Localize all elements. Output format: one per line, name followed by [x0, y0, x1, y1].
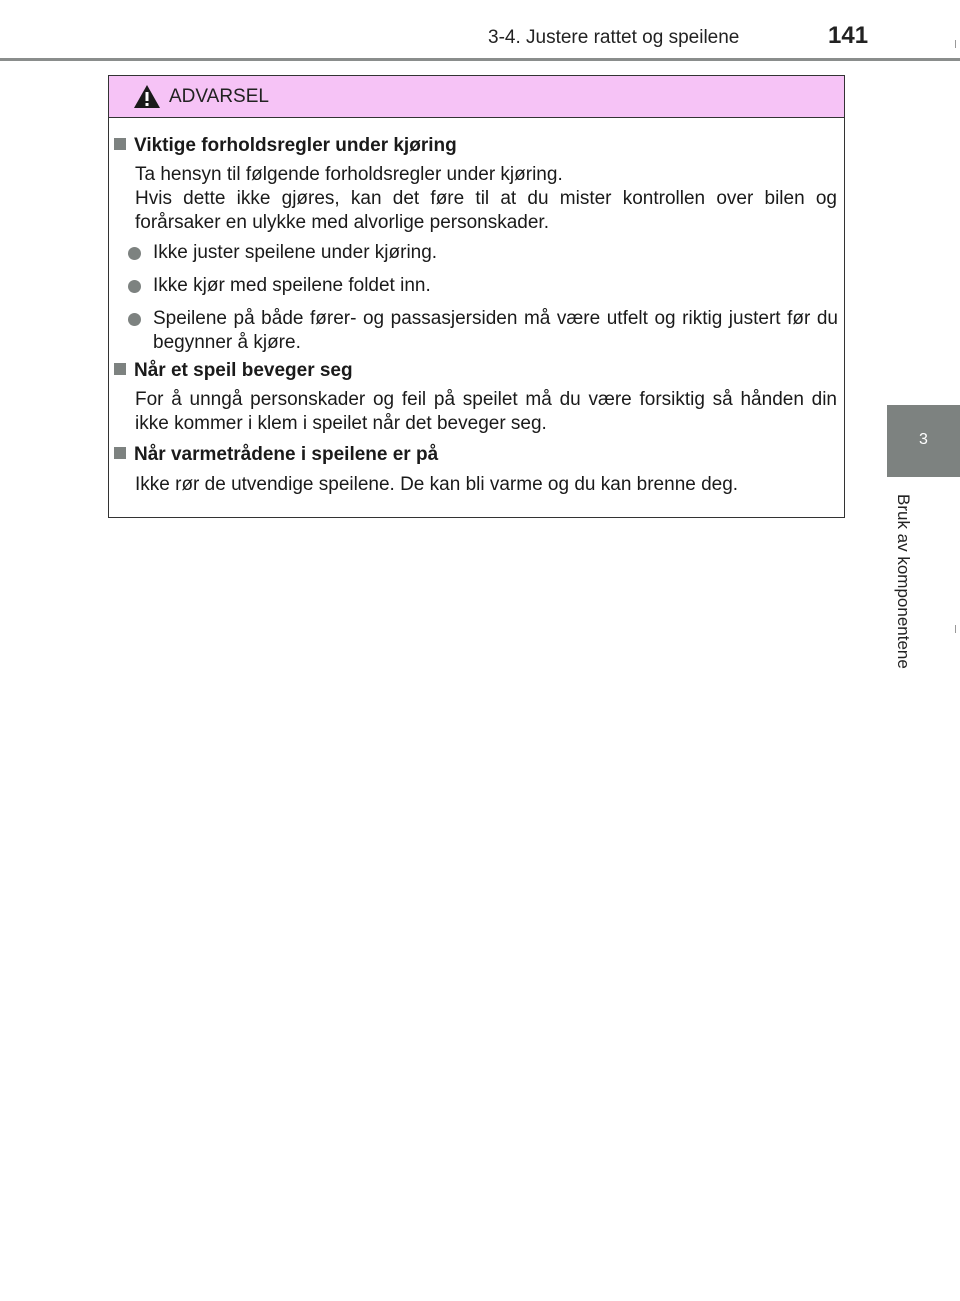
square-bullet-icon — [114, 138, 126, 150]
header-divider — [0, 58, 960, 61]
warning-triangle-icon — [133, 84, 161, 109]
list-item: Ikke kjør med speilene foldet inn. — [116, 274, 838, 298]
section-heading: Når et speil beveger seg — [114, 359, 353, 383]
square-bullet-icon — [114, 447, 126, 459]
section-title: 3-4. Justere rattet og speilene — [488, 27, 740, 48]
page-number: 141 — [828, 22, 869, 49]
list-item: Ikke juster speilene under kjøring. — [116, 241, 838, 265]
margin-tick — [955, 40, 956, 48]
section-heading: Når varmetrådene i speilene er på — [114, 443, 438, 467]
round-bullet-icon — [128, 313, 141, 326]
chapter-tab — [887, 405, 960, 477]
round-bullet-icon — [128, 247, 141, 260]
square-bullet-icon — [114, 363, 126, 375]
paragraph: For å unngå personskader og feil på speilet må du være forsiktig så hånden din ikke kommer i klem i speilet når det beveger seg. — [135, 389, 837, 434]
chapter-title: Bruk av komponentene — [894, 494, 913, 669]
warning-title: ADVARSEL — [169, 86, 269, 107]
paragraph: Ikke rør de utvendige speilene. De kan bli varme og du kan brenne deg. — [135, 474, 739, 495]
warning-box — [108, 75, 845, 518]
margin-tick — [955, 625, 956, 633]
warning-header — [109, 76, 844, 118]
section-heading: Viktige forholdsregler under kjøring — [114, 134, 457, 158]
chapter-title-vertical — [893, 494, 917, 704]
list-item: Speilene på både fører- og passasjersiden må være utfelt og riktig justert før du begynner å kjøre. — [116, 307, 838, 355]
paragraph: Ta hensyn til følgende forholdsregler under kjøring. — [135, 164, 563, 185]
round-bullet-icon — [128, 280, 141, 293]
paragraph: Hvis dette ikke gjøres, kan det føre til at du mister kontrollen over bilen og forårsaker en ulykke med alvorlige personskader. — [135, 188, 837, 233]
chapter-number: 3 — [919, 431, 928, 448]
